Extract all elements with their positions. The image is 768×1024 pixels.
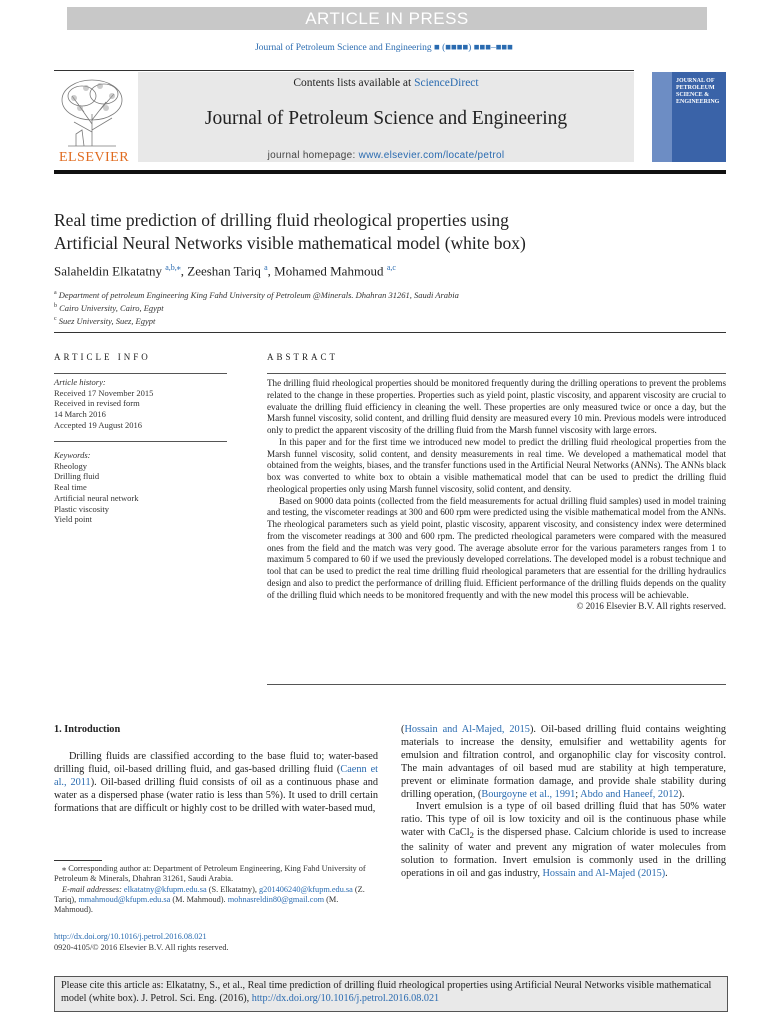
elsevier-wordmark[interactable]: ELSEVIER	[58, 150, 130, 165]
abstract-paragraph: Based on 9000 data points (collected from the field measurements for actual drilling fluid samples) used in model training and testing, the viscometer readings at 300 and 600 rpm were predicted using the visible mathematical model from the ANNs. The rheological parameters such as yield point, plastic viscosity, apparent viscosity, and consistency index were determined from the viscometer readings at 300 and 600 rpm. The predicted rheological parameters were compared with the measured ones from the field and the match was very good. The average absolute error for the various parameters ranges from 1 to maximum 5 compared to 60 if we used the previously developed correlations. The developed model is a robust technique and tool that can be used to predict the real time drilling fluid rheological parameters that are essential for the drilling hydraulics design and also to predict the performance of drilling fluid. Efficient performance of the drilling fluids depends on the quality of the drilling fluid which needs to be monitored frequently and with the new model this process will be achievable.	[267, 495, 726, 600]
homepage-link[interactable]: www.elsevier.com/locate/petrol	[358, 150, 505, 161]
body-paragraph: Invert emulsion is a type of oil based drilling fluid that has 50% water ratio. This type of oil is low toxicity and oil is the continuous phase while water with CaCl$_2$ is the dispersed phase. Calcium chloride is used to increase the salinity of water and prevent any migration of water molecules from solution to formation. Invert emulsion is commonly used in the drilling operations in oil and gas industry, Hossain and Al-Majed (2015).	[401, 801, 726, 880]
abstract-bottom-rule	[267, 684, 726, 685]
affiliation: $^c$ Suez University, Suez, Egypt	[54, 315, 156, 326]
sciencedirect-link[interactable]: ScienceDirect	[414, 77, 479, 89]
contents-available-line: Contents lists available at ScienceDirect	[293, 77, 479, 89]
citation-link[interactable]: Hossain and Al-Majed (2015)	[542, 868, 666, 880]
abstract-rule	[267, 373, 726, 374]
footnote-rule	[54, 860, 102, 861]
author-affiliation-mark[interactable]: a,c	[386, 263, 396, 272]
affiliation: $^b$ Cairo University, Cairo, Egypt	[54, 302, 164, 313]
doi-block	[54, 931, 229, 953]
cover-strip	[652, 72, 672, 162]
keyword: Plastic viscosity	[54, 503, 110, 514]
email-link[interactable]: mohnasreldin80@gmail.com	[227, 894, 325, 904]
journal-reference[interactable]: Journal of Petroleum Science and Engineering ■ (■■■■) ■■■–■■■	[255, 43, 513, 53]
section-rule	[54, 332, 726, 333]
citation-link[interactable]: Abdo and Haneef, 2012	[580, 788, 679, 800]
abstract-paragraph: The drilling fluid rheological properties should be monitored frequently during the drilling operations to prevent the problems related to the change in these properties. Properties such as yield point, plastic viscosity, and apparent viscosity are crucial to evaluate the drilling fluid efficiency in cleaning the well. These properties are only measured twice or once a day, but the Marsh funnel viscosity, solid content, and drilling fluid density are measured every 10 min. Previous models were introduced only to predict the apparent viscosity of the drilling fluid from the Marsh funnel viscosity with large errors.	[267, 378, 726, 435]
history-item: Accepted 19 August 2016	[54, 419, 143, 430]
history-rule	[54, 441, 227, 442]
citation-box	[54, 976, 728, 1012]
citation-link[interactable]: Caenn et al., 2011	[54, 763, 378, 788]
affiliations	[54, 288, 459, 326]
article-info-heading: ARTICLE INFO	[54, 352, 151, 362]
author-name: Salaheldin Elkatatny	[54, 263, 162, 279]
keyword: Real time	[54, 482, 87, 493]
citation-doi-link[interactable]: http://dx.doi.org/10.1016/j.petrol.2016.08.021	[251, 993, 440, 1004]
abstract-paragraph: In this paper and for the first time we introduced new model to predict the drilling fluid rheological properties from the Marsh funnel viscosity, solid content, and density measurements in real time. We developed a mathematical model that obtained from the weights, biases, and the transfer functions used in the Artificial Neural Networks (ANNs). The ANNs black box was converted to white box to obtain a visible mathematical model that can be used to predict the drilling fluid rheological properties only using Marsh funnel viscosity, solid content, and density.	[267, 436, 726, 494]
article-history	[54, 377, 153, 431]
email-link[interactable]: elkatatny@kfupm.edu.sa	[123, 884, 207, 894]
body-paragraph: (Hossain and Al-Majed, 2015). Oil-based drilling fluid contains weighting materials to increase the density, emulsifier and wettability agents for emulsion and filtration control, and organophilic clay for viscosity control. The main advantages of oil based mud are stability at high temperature, prevent or eliminate formation damage, and provide shale stability during drilling operation, (Bourgoyne et al., 1991; Abdo and Haneef, 2012).	[401, 724, 727, 800]
history-label: Article history:	[54, 377, 106, 387]
email-link[interactable]: mmahmoud@kfupm.edu.sa	[78, 894, 171, 904]
body-paragraph: Drilling fluids are classified according to the base fluid to; water-based drilling fluid, oil-based drilling fluid, and gas-based drilling fluid (Caenn et al., 2011). Oil-based drilling fluid consists of oil as a continuous phase and water as a dispersed phase (water ratio is less than 5%). It used to drill certain formations that are difficult or highly cost to be drilled with water-based mud,	[54, 750, 378, 814]
article-title	[54, 209, 724, 255]
citation-text: Please cite this article as: Elkatatny, S., et al., Real time prediction of drilling fluid rheological properties using Artificial Neural Networks visible mathematical model (white box). J. Petrol. Sci. Eng. (2016),	[61, 980, 712, 1004]
email-addresses: E-mail addresses: elkatatny@kfupm.edu.sa (S. Elkatatny), g201406240@kfupm.edu.sa (Z. Tariq), mmahmoud@kfupm.edu.sa (M. Mahmoud). mohnasreldin80@gmail.com (M. Mahmoud).	[54, 884, 365, 915]
history-item: Received 17 November 2015	[54, 387, 154, 398]
keywords	[54, 450, 139, 525]
email-link[interactable]: g201406240@kfupm.edu.sa	[259, 884, 353, 894]
abstract-heading: ABSTRACT	[267, 352, 339, 362]
keywords-label: Keywords:	[54, 450, 91, 460]
history-item: 14 March 2016	[54, 409, 106, 420]
header-thick-rule	[54, 170, 726, 174]
article-info-rule	[54, 373, 227, 374]
keyword: Drilling fluid	[54, 471, 100, 482]
abstract-text	[267, 378, 726, 613]
keyword: Artificial neural network	[54, 492, 139, 503]
affiliation: $^a$ Department of petroleum Engineering King Fahd University of Petroleum @Minerals. Dhahran 31261, Saudi Arabia	[54, 289, 459, 300]
journal-homepage: journal homepage: www.elsevier.com/locate/petrol	[267, 150, 505, 161]
history-item: Received in revised form	[54, 398, 140, 409]
author-name: Zeeshan Tariq	[187, 263, 261, 279]
title-line-1: Real time prediction of drilling fluid rheological properties using	[54, 210, 509, 230]
author-name: Mohamed Mahmoud	[274, 263, 384, 279]
keyword: Rheology	[54, 460, 88, 471]
footnotes	[54, 864, 378, 915]
keyword: Yield point	[54, 514, 93, 525]
copyright-line: © 2016 Elsevier B.V. All rights reserved.	[576, 601, 726, 612]
citation-link[interactable]: Hossain and Al-Majed, 2015	[404, 724, 530, 735]
title-line-2: Artificial Neural Networks visible mathematical model (white box)	[54, 233, 526, 253]
header-rule	[54, 70, 634, 71]
citation-link[interactable]: Bourgoyne et al., 1991	[481, 788, 576, 800]
doi-link[interactable]: http://dx.doi.org/10.1016/j.petrol.2016.08.021	[54, 932, 207, 941]
article-in-press-banner: ARTICLE IN PRESS	[67, 7, 707, 30]
journal-cover-thumbnail[interactable]	[652, 72, 726, 162]
journal-title: Journal of Petroleum Science and Engineering	[204, 108, 568, 129]
author-affiliation-mark[interactable]: a,b,⁎	[165, 263, 181, 272]
cover-title: JOURNAL OF PETROLEUM SCIENCE & ENGINEERING	[676, 78, 720, 105]
corresponding-author-note: ⁎ Corresponding author at: Department of Petroleum Engineering, King Fahd University of Petroleum & Minerals, Dhahran 31261, Saudi Arabia.	[54, 864, 366, 884]
body-left-column	[54, 724, 378, 815]
section-heading: 1. Introduction	[54, 724, 121, 735]
author-affiliation-mark[interactable]: a	[264, 263, 268, 272]
journal-header-box	[138, 72, 634, 162]
body-right-column	[401, 724, 726, 881]
author-list: Salaheldin Elkatatny $^{a,b,⁎}$, Zeeshan Tariq $^a$, Mohamed Mahmoud $^{a,c}$	[54, 263, 396, 279]
issn-line: 0920-4105/© 2016 Elsevier B.V. All rights reserved.	[54, 943, 229, 952]
